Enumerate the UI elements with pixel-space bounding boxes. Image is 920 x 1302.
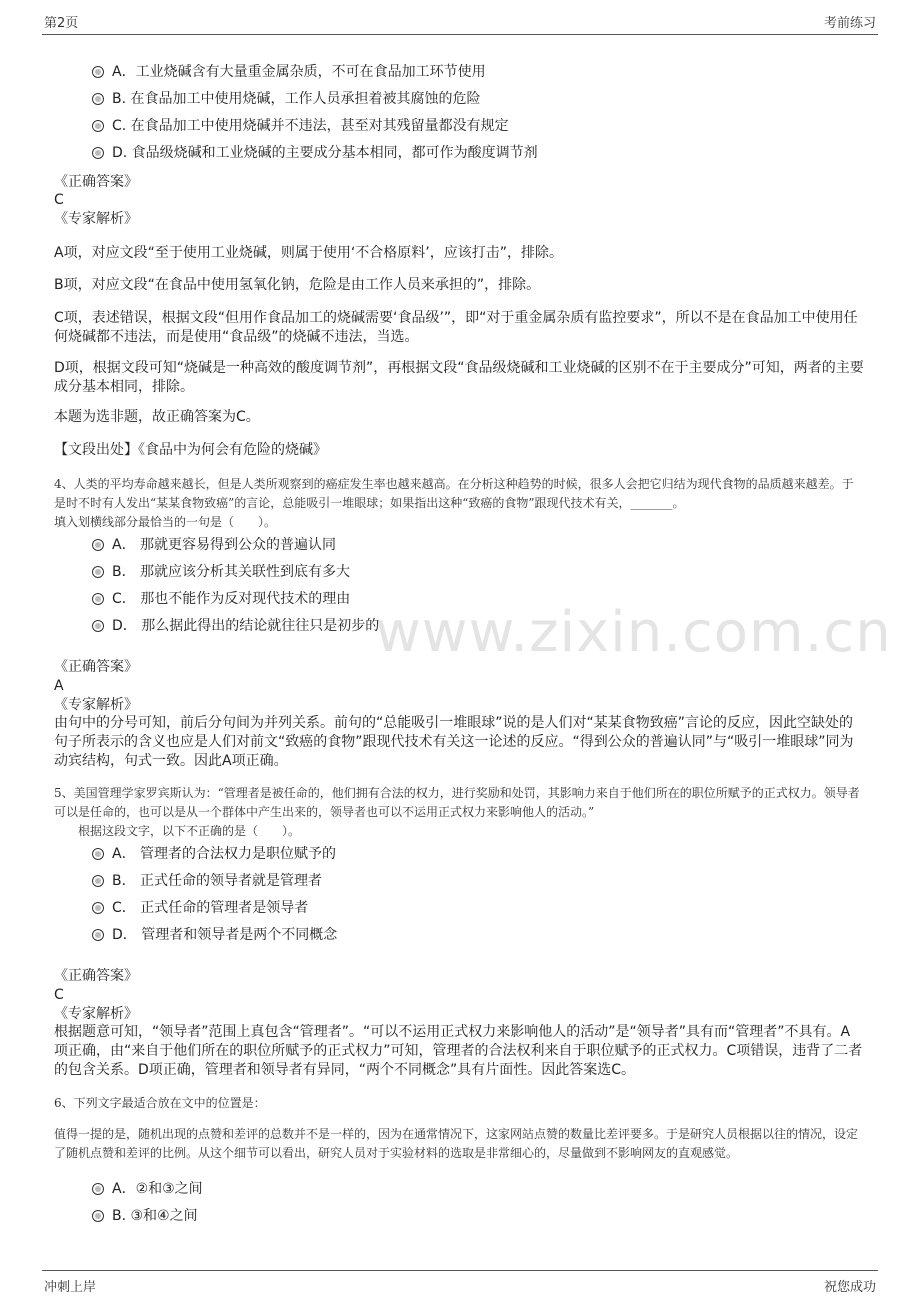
q3-conclusion: 本题为选非题，故正确答案为C。 bbox=[54, 409, 260, 425]
q5-analysis: 根据题意可知，“领导者”范围上真包含“管理者”。“可以不运用正式权力来影响他人的活动”是“领导者”具有而“管理者”不具有。A项正确，由“来自于他们所在的职位所赋予的正式权力”可知，管理者的合法权利来自于职位赋予的正式权力。C项错误，违背了二者的包含关系。D项正确，管理者和领导者有异同，“两个不同概念”具有片面性。因此答案选C。 bbox=[54, 1024, 863, 1078]
watermark: www.zixin.com.cn bbox=[375, 600, 892, 665]
footer-left: 冲刺上岸 bbox=[44, 1280, 97, 1295]
radio-icon[interactable] bbox=[92, 848, 104, 860]
q4-option-a[interactable]: A． 那就更容易得到公众的普遍认同 bbox=[92, 536, 336, 554]
q4-option-d[interactable]: D． 那么据此得出的结论就往往只是初步的 bbox=[92, 617, 379, 635]
q3-analysis-d: D项，根据文段可知“烧碱是一种高效的酸度调节剂”，再根据文段“食品级烧碱和工业烧碱的区别不在于主要成分”可知，两者的主要成分基本相同，排除。 bbox=[54, 360, 864, 395]
q3-analysis-c: C项，表述错误，根据文段“但用作食品加工的烧碱需要‘食品级’”，即“对于重金属杂质有监控要求”，所以不是在食品加工中使用任何烧碱都不违法，而是使用“食品级”的烧碱不违法，当选。 bbox=[54, 310, 858, 345]
radio-icon[interactable] bbox=[92, 929, 104, 941]
header-divider bbox=[42, 34, 878, 35]
q4-option-b[interactable]: B． 那就应该分析其关联性到底有多大 bbox=[92, 563, 350, 581]
q3-analysis-a: A项，对应文段“至于使用工业烧碱，则属于使用‘不合格原料’，应该打击”，排除。 bbox=[54, 245, 563, 261]
radio-icon[interactable] bbox=[92, 593, 104, 605]
q3-answer: C bbox=[54, 192, 64, 208]
q5-stem: 5、美国管理学家罗宾斯认为：“管理者是被任命的，他们拥有合法的权力，进行奖励和处罚，其影响力来自于他们所在的职位所赋予的正式权力。领导者可以是任命的，也可以是从一个群体中产生出来的，领导者也可以不运用正式权力来影响他人的活动。” bbox=[54, 786, 860, 819]
q5-option-b[interactable]: B． 正式任命的领导者就是管理者 bbox=[92, 872, 322, 890]
q5-answer: C bbox=[54, 987, 64, 1003]
q6-option-a[interactable]: A．②和③之间 bbox=[92, 1180, 203, 1198]
radio-icon[interactable] bbox=[92, 93, 104, 105]
q4-answer-label: 《正确答案》 bbox=[54, 659, 138, 675]
radio-icon[interactable] bbox=[92, 539, 104, 551]
radio-icon[interactable] bbox=[92, 120, 104, 132]
radio-icon[interactable] bbox=[92, 875, 104, 887]
q6-passage: 值得一提的是，随机出现的点赞和差评的总数并不是一样的，因为在通常情况下，这家网站点赞的数量比差评要多。于是研究人员根据以往的情况，设定了随机点赞和差评的比例。从这个细节可以看出，研究人员对于实验材料的选取是非常细心的，尽量做到不影响网友的直观感觉。 bbox=[54, 1127, 859, 1160]
q3-option-d[interactable]: D. 食品级烧碱和工业烧碱的主要成分基本相同，都可作为酸度调节剂 bbox=[92, 144, 538, 162]
footer-right: 祝您成功 bbox=[823, 1280, 876, 1295]
q3-source: 【文段出处】《食品中为何会有危险的烧碱》 bbox=[54, 442, 327, 458]
q3-option-a[interactable]: A．工业烧碱含有大量重金属杂质，不可在食品加工环节使用 bbox=[92, 63, 486, 81]
q5-option-a[interactable]: A． 管理者的合法权力是职位赋予的 bbox=[92, 845, 336, 863]
q5-analysis-label: 《专家解析》 bbox=[54, 1006, 138, 1022]
q4-stem: 4、人类的平均寿命越来越长，但是人类所观察到的癌症发生率也越来越高。在分析这种趋势的时候，很多人会把它归结为现代食物的品质越来越差。于是时不时有人发出“某某食物致癌”的言论，总能吸引一堆眼球；如果指出这种“致癌的食物”跟现代技术有关，_______。 bbox=[54, 477, 854, 510]
header-title: 考前练习 bbox=[823, 16, 876, 31]
q6-stem: 6、下列文字最适合放在文中的位置是： bbox=[54, 1096, 266, 1110]
q3-analysis-b: B项，对应文段“在食品中使用氢氧化钠，危险是由工作人员来承担的”，排除。 bbox=[54, 277, 541, 293]
q4-option-c[interactable]: C． 那也不能作为反对现代技术的理由 bbox=[92, 590, 350, 608]
q3-analysis-label: 《专家解析》 bbox=[54, 211, 138, 227]
q4-prompt: 填入划横线部分最恰当的一句是（ ）。 bbox=[54, 515, 277, 529]
q5-answer-label: 《正确答案》 bbox=[54, 968, 138, 984]
radio-icon[interactable] bbox=[92, 147, 104, 159]
q5-option-d[interactable]: D． 管理者和领导者是两个不同概念 bbox=[92, 926, 337, 944]
q5-option-c[interactable]: C． 正式任命的管理者是领导者 bbox=[92, 899, 308, 917]
q5-prompt: 根据这段文字，以下不正确的是（ ）。 bbox=[78, 824, 301, 838]
q4-analysis: 由句中的分号可知，前后分句间为并列关系。前句的“总能吸引一堆眼球”说的是人们对“某某食物致癌”言论的反应，因此空缺处的句子所表示的含义也应是人们对前文“致癌的食物”跟现代技术有关这一论述的反应。“得到公众的普遍认同”与“吸引一堆眼球”同为动宾结构，句式一致。因此A项正确。 bbox=[54, 715, 854, 769]
q4-analysis-label: 《专家解析》 bbox=[54, 697, 138, 713]
radio-icon[interactable] bbox=[92, 566, 104, 578]
radio-icon[interactable] bbox=[92, 1210, 104, 1222]
footer-divider bbox=[42, 1270, 878, 1271]
q3-option-b[interactable]: B. 在食品加工中使用烧碱，工作人员承担着被其腐蚀的危险 bbox=[92, 90, 481, 108]
radio-icon[interactable] bbox=[92, 902, 104, 914]
q3-option-c[interactable]: C. 在食品加工中使用烧碱并不违法，甚至对其残留量都没有规定 bbox=[92, 117, 509, 135]
page-number: 第2页 bbox=[44, 16, 79, 31]
radio-icon[interactable] bbox=[92, 1183, 104, 1195]
q4-answer: A bbox=[54, 678, 64, 694]
q6-option-b[interactable]: B. ③和④之间 bbox=[92, 1207, 198, 1225]
radio-icon[interactable] bbox=[92, 66, 104, 78]
q3-answer-label: 《正确答案》 bbox=[54, 174, 138, 190]
radio-icon[interactable] bbox=[92, 620, 104, 632]
